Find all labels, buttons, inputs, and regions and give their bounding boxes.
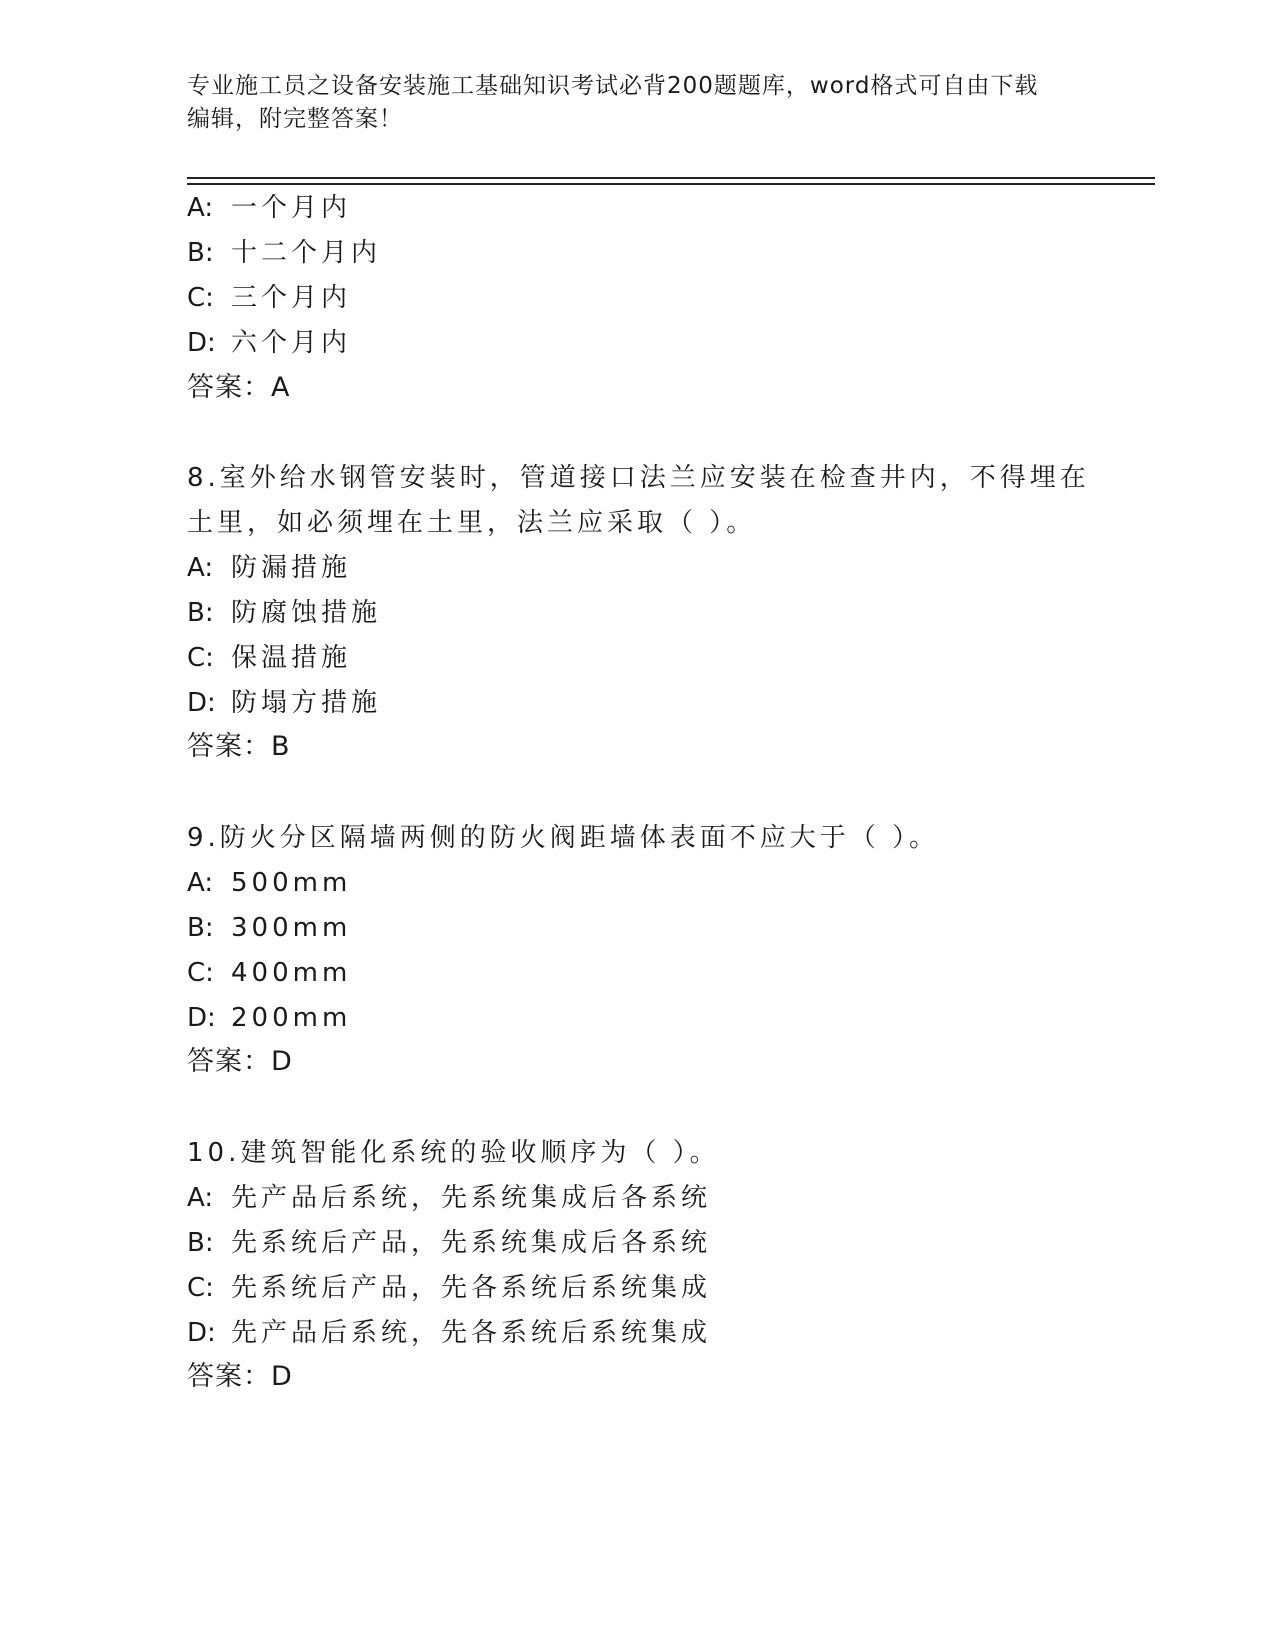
option-label: C: [187, 958, 214, 988]
q9-option-d [187, 1002, 351, 1034]
q7-option-b [187, 237, 381, 269]
q10-option-b [187, 1227, 711, 1259]
q8-option-a [187, 552, 351, 584]
q10-option-c [187, 1272, 711, 1304]
q9-answer: 答案：D [187, 1046, 293, 1077]
option-text: 防塌方措施 [231, 688, 382, 718]
option-label: A: [187, 553, 214, 583]
q8-option-c [187, 642, 351, 674]
header-title-line1: 专业施工员之设备安装施工基础知识考试必背200题题库，word格式可自由下载 [187, 73, 1039, 99]
option-label: D: [187, 1318, 216, 1348]
q10-option-a [187, 1182, 711, 1214]
q10-option-d [187, 1317, 711, 1349]
option-text: 500mm [231, 868, 352, 898]
option-text: 十二个月内 [231, 238, 382, 268]
option-text: 先产品后系统，先各系统后系统集成 [231, 1318, 712, 1348]
option-text: 先产品后系统，先系统集成后各系统 [231, 1183, 712, 1213]
header-rule-top [187, 177, 1155, 179]
q9-option-c [187, 957, 351, 989]
option-text: 三个月内 [231, 283, 352, 313]
q8-stem-line2: 土里，如必须埋在土里，法兰应采取（ ）。 [187, 508, 757, 538]
q7-option-c [187, 282, 351, 314]
option-text: 200mm [231, 1003, 352, 1033]
q10-stem-line1: 10.建筑智能化系统的验收顺序为（ ）。 [187, 1138, 720, 1168]
option-text: 防漏措施 [231, 553, 352, 583]
option-label: C: [187, 283, 214, 313]
q7-option-d [187, 327, 351, 359]
option-label: D: [187, 328, 216, 358]
option-label: A: [187, 1183, 214, 1213]
option-label: B: [187, 598, 214, 628]
q9-option-a [187, 867, 351, 899]
option-label: D: [187, 1003, 216, 1033]
header-rule-bottom [187, 183, 1155, 185]
header-title-line2: 编辑，附完整答案！ [187, 106, 403, 132]
option-label: C: [187, 643, 214, 673]
q8-answer: 答案：B [187, 731, 291, 762]
option-label: D: [187, 688, 216, 718]
q9-option-b [187, 912, 351, 944]
q8-stem-line1: 8.室外给水钢管安装时，管道接口法兰应安装在检查井内，不得埋在 [187, 463, 1090, 493]
option-label: B: [187, 1228, 214, 1258]
option-label: C: [187, 1273, 214, 1303]
option-label: B: [187, 238, 214, 268]
q9-stem-line1: 9.防火分区隔墙两侧的防火阀距墙体表面不应大于（ ）。 [187, 823, 940, 853]
option-text: 一个月内 [231, 193, 352, 223]
option-text: 300mm [231, 913, 352, 943]
option-text: 先系统后产品，先系统集成后各系统 [231, 1228, 712, 1258]
option-label: A: [187, 868, 214, 898]
q7-option-a [187, 192, 351, 224]
document-header [187, 70, 1067, 136]
q10-answer: 答案：D [187, 1361, 293, 1392]
option-text: 防腐蚀措施 [231, 598, 382, 628]
q8-option-b [187, 597, 381, 629]
option-text: 先系统后产品，先各系统后系统集成 [231, 1273, 712, 1303]
q8-option-d [187, 687, 381, 719]
option-text: 六个月内 [231, 328, 352, 358]
q7-answer: 答案：A [187, 372, 291, 403]
option-label: B: [187, 913, 214, 943]
option-text: 400mm [231, 958, 352, 988]
option-label: A: [187, 193, 214, 223]
option-text: 保温措施 [231, 643, 352, 673]
